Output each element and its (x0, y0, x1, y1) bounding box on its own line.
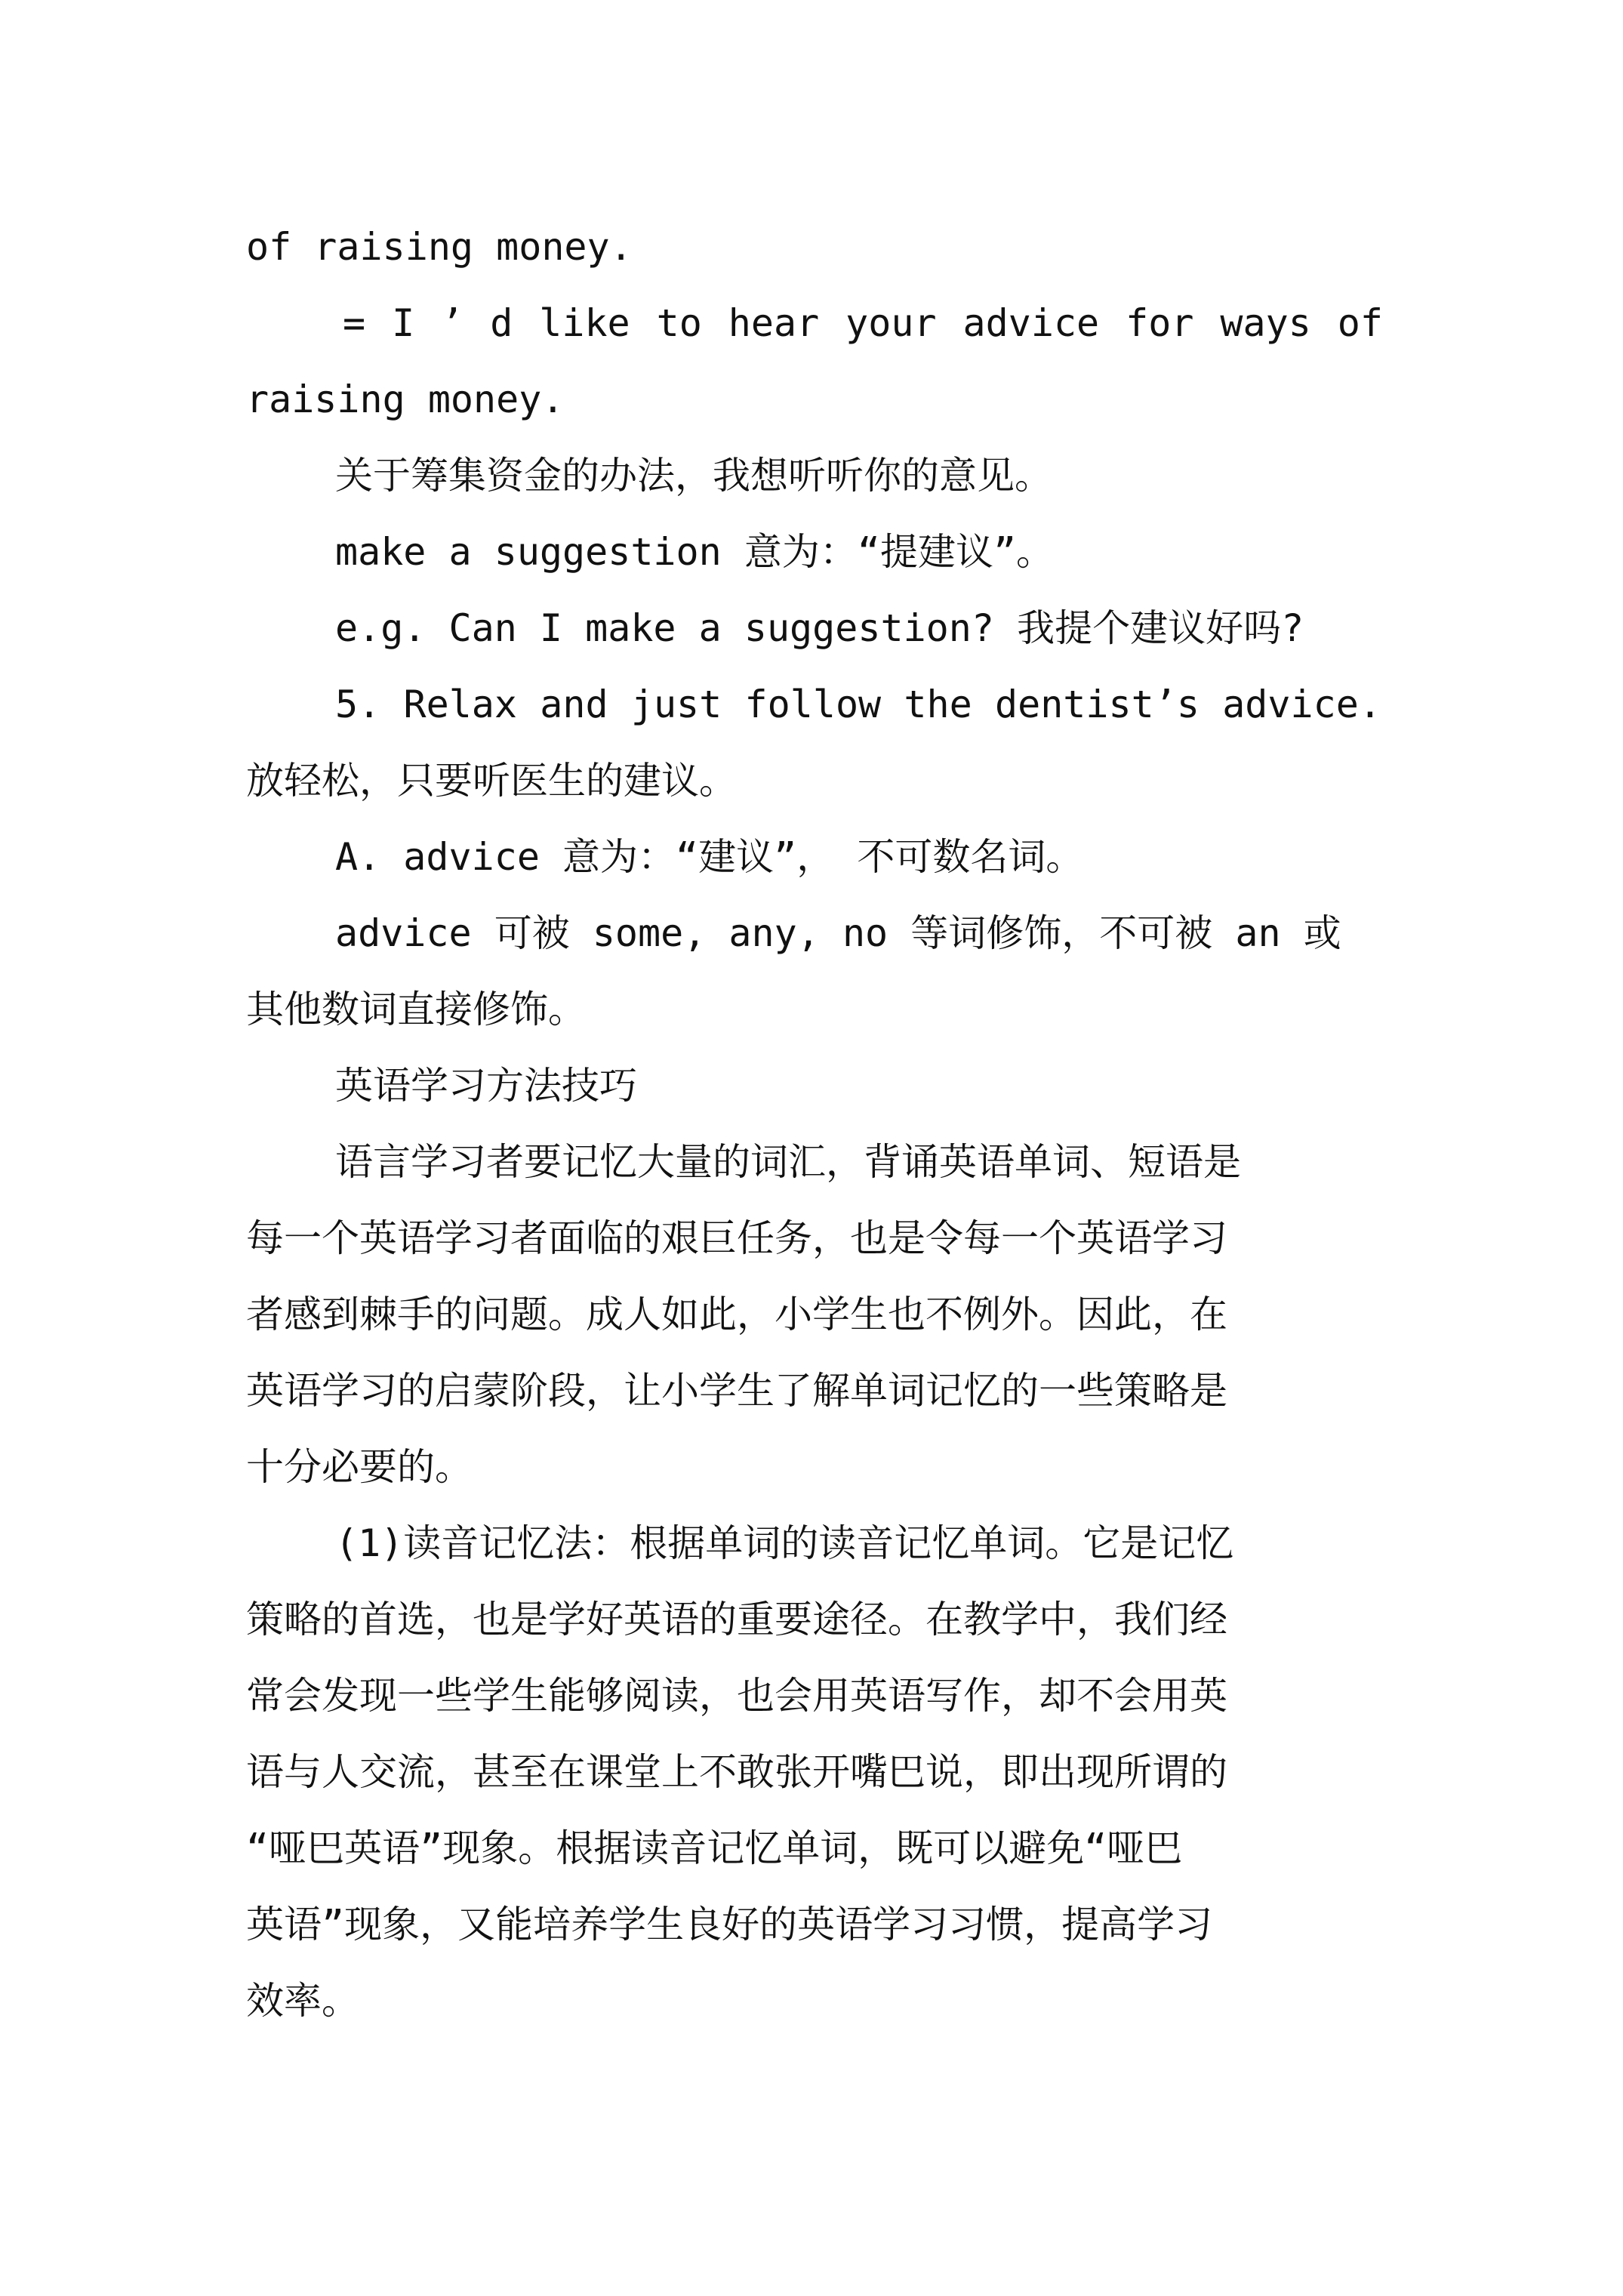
word: d (490, 301, 513, 345)
text-line: 英语”现象，又能培养学生良好的英语学习习惯，提高学习 (246, 1903, 1213, 1946)
text-line: raising money. (246, 378, 565, 421)
text-line: A. advice 意为：“建议”， 不可数名词。 (335, 835, 1084, 879)
word: advice (962, 301, 1100, 345)
word: just (630, 683, 722, 726)
word: I (392, 301, 415, 345)
word: hear (728, 301, 820, 345)
word: of (1337, 301, 1383, 345)
text-line: 效率。 (246, 1979, 359, 2023)
text-line: (1)读音记忆法：根据单词的读音记忆单词。它是记忆 (335, 1521, 1234, 1565)
text-line: 关于筹集资金的办法，我想听听你的意见。 (335, 454, 1052, 498)
text-line: of raising money. (246, 225, 633, 269)
text-line: 英语学习的启蒙阶段，让小学生了解单词记忆的一些策略是 (246, 1369, 1227, 1413)
word: ways (1220, 301, 1311, 345)
section-heading: 英语学习方法技巧 (335, 1064, 637, 1108)
word: and (540, 683, 608, 726)
text-line: 常会发现一些学生能够阅读，也会用英语写作，却不会用英 (246, 1674, 1227, 1718)
word: the (904, 683, 972, 726)
text-line: 其他数词直接修饰。 (246, 988, 586, 1031)
word: advice. (1222, 683, 1381, 726)
text-line: 十分必要的。 (246, 1445, 473, 1489)
text-line: 放轻松，只要听医生的建议。 (246, 759, 737, 803)
text-line: 语言学习者要记忆大量的词汇，背诵英语单词、短语是 (335, 1140, 1241, 1184)
word: your (845, 301, 937, 345)
text-line: 策略的首选，也是学好英语的重要途径。在教学中，我们经 (246, 1598, 1227, 1641)
word: = (343, 301, 366, 345)
text-line: 每一个英语学习者面临的艰巨任务，也是令每一个英语学习 (246, 1216, 1227, 1260)
text-line: 者感到棘手的问题。成人如此，小学生也不例外。因此，在 (246, 1293, 1227, 1336)
text-line-justified (343, 289, 1383, 357)
text-line: make a suggestion 意为：“提建议”。 (335, 530, 1055, 574)
text-line: e.g. Can I make a suggestion? 我提个建议好吗? (335, 606, 1304, 650)
word: follow (744, 683, 882, 726)
word: for (1126, 301, 1194, 345)
word: Relax (403, 683, 517, 726)
text-line: 语与人交流，甚至在课堂上不敢张开嘴巴说，即出现所谓的 (246, 1750, 1227, 1794)
word: to (656, 301, 702, 345)
word: 5. (335, 683, 381, 726)
word: ’ (441, 301, 464, 345)
text-line-justified (335, 670, 1381, 738)
text-line: advice 可被 some, any, no 等词修饰，不可被 an 或 (335, 911, 1341, 955)
word: dentist’s (995, 683, 1200, 726)
word: like (539, 301, 630, 345)
text-line: “哑巴英语”现象。根据读音记忆单词，既可以避免“哑巴 (246, 1826, 1183, 1870)
